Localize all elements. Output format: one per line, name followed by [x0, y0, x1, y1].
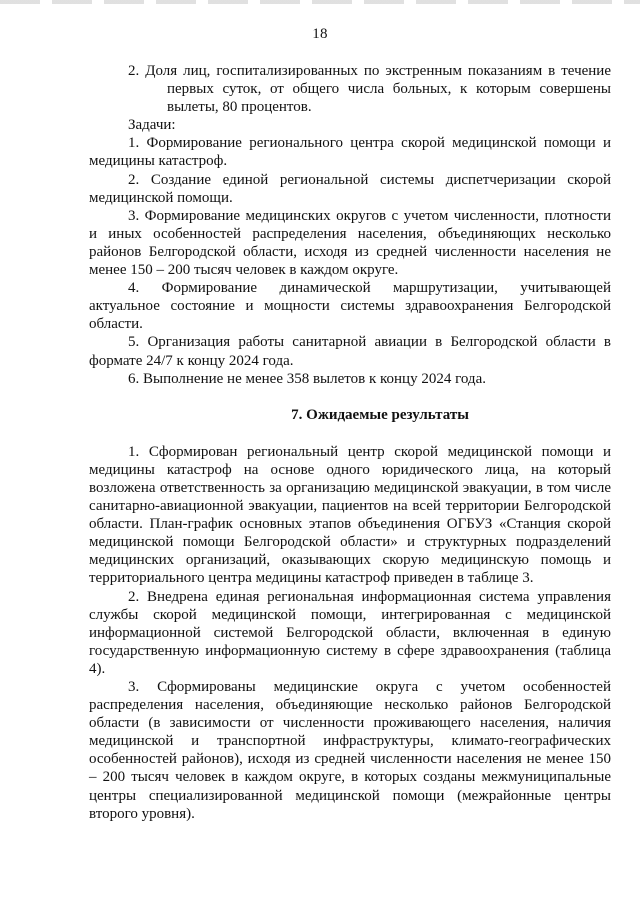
paragraph-tasks-label: Задачи: — [128, 117, 176, 134]
paragraph-task-5: 5. Организация работы санитарной авиации в Белгородской области в формате 24/7 к концу 2024 года. — [89, 334, 611, 369]
paragraph-indicator-2: 2. Доля лиц, госпитализированных по экстренным показаниям в течение первых суток, от общего числа больных, к которым совершены вылеты, 80 процентов. — [128, 63, 611, 116]
paragraph-result-2: 2. Внедрена единая региональная информационная система управления службы скорой медицинской помощи, интегрированная с медицинской информационной системой Белгородской области, включенная в единую государственную информационную систему в сфере здравоохранения (таблица 4). — [89, 588, 611, 677]
paragraph-result-1: 1. Сформирован региональный центр скорой медицинской помощи и медицины катастроф на основе одного юридического лица, на который возложена ответственность за организацию медицинской эвакуации, в том числе санитарно-авиационной эвакуации, пациентов на всей территории Белгородской области. План-график основных этапов объединения ОГБУЗ «Станция скорой медицинской помощи Белгородской области» и структурных подразделений медицинских организаций, оказывающих скорую медицинскую помощь и территориального центра медицины катастроф приведен в таблице 3. — [89, 443, 611, 587]
paragraph-result-3: 3. Сформированы медицинские округа с учетом особенностей распределения населения, объединяющие несколько районов Белгородской области (в зависимости от численности проживающего населения, наличия медицинской и транспортной инфраструктуры, климато-географических особенностей районов), исходя из средней численности населения не менее 150 – 200 тысяч человек в каждом округе, в которых созданы межмуниципальные центры специализированной медицинской помощи (межрайонные центры второго уровня). — [89, 679, 611, 822]
paragraph-task-1: 1. Формирование регионального центра скорой медицинской помощи и медицины катастроф. — [89, 135, 611, 170]
paragraph-task-4: 4. Формирование динамической маршрутизации, учитывающей актуальное состояние и мощности системы здравоохранения Белгородской области. — [89, 280, 611, 333]
paragraph-task-2: 2. Создание единой региональной системы диспетчеризации скорой медицинской помощи. — [89, 171, 611, 206]
document-body — [89, 62, 611, 823]
page-number: 18 — [312, 26, 328, 42]
scan-edge — [0, 0, 640, 4]
paragraph-task-3: 3. Формирование медицинских округов с учетом численности, плотности и иных особенностей распределения населения, объединяющих несколько районов Белгородской области, исходя из средней численности населения не менее 150 – 200 тысяч человек в каждом округе. — [89, 207, 611, 279]
section-heading: 7. Ожидаемые результаты — [291, 406, 469, 423]
paragraph-task-6: 6. Выполнение не менее 358 вылетов к концу 2024 года. — [128, 370, 486, 387]
